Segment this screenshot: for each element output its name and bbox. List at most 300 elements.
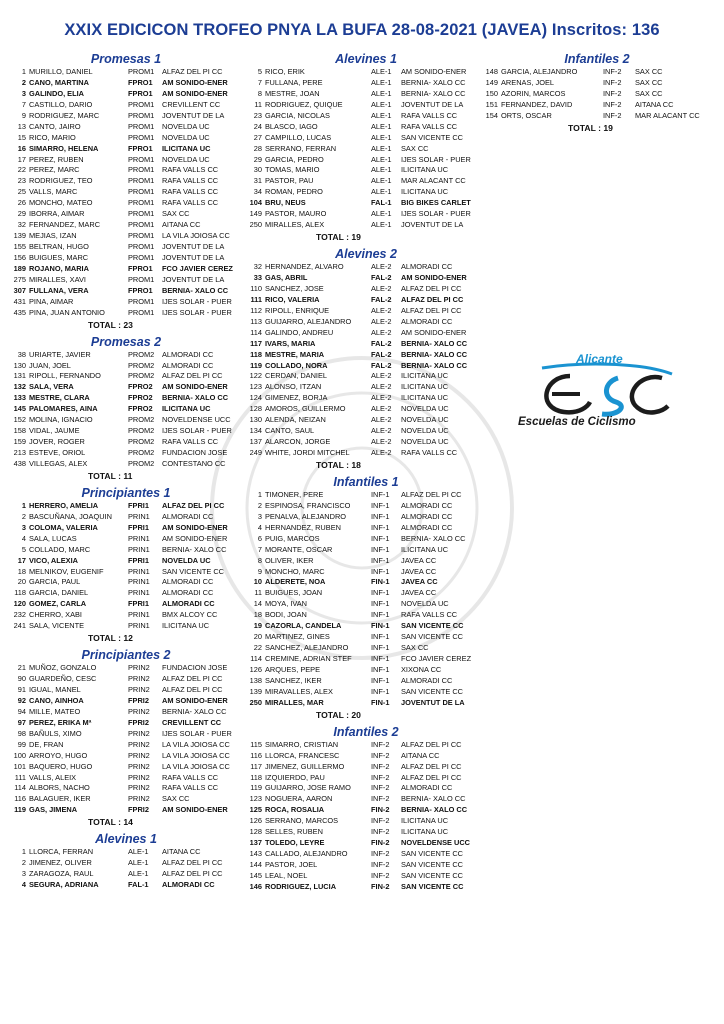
rider-row — [10, 198, 242, 209]
rider-number: 22 — [17, 165, 26, 175]
rider-name: MIRAVALLES, ALEX — [265, 686, 333, 696]
rider-name: TOLEDO, LEYRE — [265, 838, 325, 848]
rider-number: 29 — [17, 209, 26, 219]
category-code: ALE-2 — [371, 283, 392, 293]
category-code: ALE-1 — [371, 88, 392, 98]
category-total: TOTAL : 19 — [316, 232, 361, 243]
rider-name: MONCHO, MARC — [265, 566, 325, 576]
rider-name: SALA, VICENTE — [29, 621, 85, 631]
category-code: PROM2 — [128, 458, 155, 468]
rider-name: CANO, AINHOA — [29, 695, 84, 705]
club-name: ALFAZ DEL PI CC — [162, 869, 223, 879]
rider-number: 111 — [250, 294, 262, 304]
category-code: ALE-2 — [371, 404, 392, 414]
rider-name: GAS, JIMENA — [29, 805, 78, 815]
rider-number: 92 — [17, 695, 26, 705]
category-code: FAL-1 — [371, 198, 392, 208]
club-name: SAX CC — [162, 794, 190, 804]
club-name: AITANA CC — [162, 220, 201, 230]
rider-name: HERNANDEZ, ALVARO — [265, 262, 344, 272]
category-code: PRIN2 — [128, 772, 150, 782]
rider-name: GARCIA, DANIEL — [29, 588, 89, 598]
rider-number: 139 — [249, 686, 262, 696]
category-code: PRIN1 — [128, 511, 150, 521]
club-name: JOVENTUT DE LA — [162, 110, 225, 120]
rider-number: 275 — [13, 274, 26, 284]
rider-row — [482, 67, 712, 78]
rider-number: 145 — [13, 404, 26, 414]
rider-name: JUAN, JOEL — [29, 360, 71, 370]
rider-number: 26 — [17, 198, 26, 208]
rider-name: LLORCA, FRANCESC — [265, 750, 340, 760]
club-name: IJES SOLAR - PUER — [162, 728, 232, 738]
category-code: FPRO1 — [128, 88, 153, 98]
rider-row — [10, 122, 242, 133]
club-name: ILICITANA UC — [401, 371, 449, 381]
club-name: RAFA VALLS CC — [162, 165, 219, 175]
rider-name: RODRIGUEZ, MARC — [29, 110, 100, 120]
category-code: FPRI1 — [128, 555, 149, 565]
rider-number: 4 — [21, 880, 26, 890]
category-code: INF-1 — [371, 599, 390, 609]
rider-row — [10, 286, 242, 297]
rider-number: 11 — [254, 99, 262, 109]
rider-name: TOMAS, MARIO — [265, 165, 320, 175]
category-code: FIN-2 — [371, 881, 390, 891]
rider-number: 3 — [257, 511, 262, 521]
category-code: ALE-1 — [371, 99, 392, 109]
rider-number: 20 — [253, 632, 262, 642]
category-section — [10, 832, 242, 891]
rider-row — [246, 295, 486, 306]
club-name: AM SONIDO-ENER — [401, 67, 467, 76]
club-name: SAX CC — [635, 88, 663, 98]
rider-name: MUÑOZ, GONZALO — [29, 663, 97, 673]
rider-number: 3 — [21, 522, 26, 532]
rider-row — [246, 794, 486, 805]
club-name: SAN VICENTE CC — [162, 566, 225, 576]
rider-name: CREMINE, ADRIAN STEF — [265, 654, 352, 663]
club-name: ALMORADI CC — [162, 599, 215, 609]
rider-name: GALINDO, ELIA — [29, 88, 85, 98]
category-code: PROM2 — [128, 448, 155, 457]
rider-name: VILLEGAS, ALEX — [29, 458, 88, 468]
club-name: SAX CC — [401, 643, 429, 653]
category-code: INF-2 — [371, 827, 390, 837]
club-name: LA VILA JOIOSA CC — [162, 739, 230, 749]
category-total: TOTAL : 20 — [316, 709, 361, 720]
club-name: NOVELDA UC — [162, 555, 211, 565]
rider-number: 99 — [17, 739, 26, 749]
rider-name: ALBORS, NACHO — [29, 783, 90, 793]
category-total: TOTAL : 23 — [88, 319, 133, 330]
rider-name: PASTOR, JOEL — [265, 860, 318, 869]
rider-row — [246, 849, 486, 860]
rider-number: 117 — [250, 761, 262, 771]
rider-row — [482, 89, 712, 100]
rider-name: BUIGUES, JOAN — [265, 588, 323, 598]
rider-row — [10, 783, 242, 794]
rider-row — [246, 209, 486, 220]
category-section — [482, 52, 712, 137]
rider-row — [10, 220, 242, 231]
rider-name: GARCIA, PEDRO — [265, 154, 324, 164]
club-name: JOVENTUT DE LA — [162, 242, 225, 251]
rider-row — [482, 100, 712, 111]
club-name: ALFAZ DEL PI CC — [401, 761, 462, 771]
rider-number: 23 — [17, 176, 26, 186]
rider-number: 112 — [250, 305, 262, 315]
category-code: FPRI2 — [128, 717, 149, 727]
rider-number: 143 — [249, 849, 262, 859]
rider-number: 149 — [249, 209, 262, 219]
rider-number: 130 — [13, 360, 26, 370]
club-name: JOVENTUT DE LA — [162, 274, 225, 284]
rider-number: 146 — [249, 881, 262, 891]
rider-name: MORANTE, OSCAR — [265, 544, 333, 554]
rider-name: FULLANA, PERE — [265, 77, 323, 87]
club-name: ILICITANA UC — [401, 393, 449, 403]
category-code: FPRI1 — [128, 522, 149, 532]
rider-name: VIDAL, JAUME — [29, 426, 80, 436]
rider-name: BODI, JOAN — [265, 610, 307, 620]
rider-row — [246, 871, 486, 882]
club-name: BERNIA- XALO CC — [401, 533, 466, 543]
club-name: JAVEA CC — [401, 588, 437, 598]
rider-name: ARQUES, PEPE — [265, 664, 321, 674]
club-name: AITANA CC — [401, 750, 440, 760]
club-name: FUNDACION JOSE — [162, 663, 228, 673]
club-name: NOVELDA UC — [162, 132, 210, 142]
club-name: JOVENTUT DE LA — [401, 697, 465, 707]
rider-row — [246, 838, 486, 849]
category-title: Principiantes 1 — [81, 485, 171, 500]
category-code: ALE-1 — [128, 858, 149, 868]
rider-name: IGUAL, MANEL — [29, 685, 81, 694]
category-code: INF-1 — [371, 489, 390, 499]
category-code: INF-1 — [371, 686, 390, 696]
rider-name: COLLADO, NORA — [265, 360, 328, 370]
rider-name: ALENDA, NEIZAN — [265, 415, 326, 425]
club-name: BERNIA- XALO CC — [401, 77, 466, 87]
rider-row — [10, 111, 242, 122]
rider-number: 250 — [249, 220, 262, 230]
club-name: ALFAZ DEL PI CC — [401, 305, 462, 315]
category-code: PRIN2 — [128, 663, 150, 673]
rider-number: 19 — [253, 621, 262, 631]
club-name: SAN VICENTE CC — [401, 881, 464, 891]
rider-number: 116 — [14, 794, 26, 804]
club-name: RAFA VALLS CC — [162, 187, 219, 197]
category-section — [246, 52, 486, 246]
category-code: INF-2 — [603, 88, 622, 98]
rider-name: ARENAS, JOEL — [501, 77, 554, 87]
rider-name: MIRALLES, ALEX — [265, 220, 325, 230]
club-name: BERNIA- XALO CC — [401, 794, 466, 804]
rider-number: 154 — [485, 110, 498, 120]
category-total: TOTAL : 12 — [88, 633, 133, 644]
rider-name: ESTEVE, ORIOL — [29, 448, 86, 457]
club-name: ALMORADI CC — [401, 511, 453, 521]
rider-name: HERNANDEZ, RUBEN — [265, 522, 341, 532]
club-name: ILICITANA UC — [162, 143, 211, 153]
club-name: JAVEA CC — [401, 555, 437, 565]
rider-row — [246, 783, 486, 794]
category-code: PRIN1 — [128, 610, 150, 620]
category-code: FPRI1 — [128, 500, 149, 510]
rider-number: 29 — [253, 154, 262, 164]
rider-name: BELTRAN, HUGO — [29, 242, 89, 251]
rider-name: FERNANDEZ, DAVID — [501, 99, 573, 109]
rider-number: 5 — [257, 67, 262, 76]
rider-name: ROJANO, MARIA — [29, 263, 89, 273]
rider-name: NOGUERA, AARON — [265, 794, 333, 804]
club-name: ALMORADI CC — [401, 262, 453, 272]
category-code: FPRO1 — [128, 77, 153, 87]
rider-name: AZORIN, MARCOS — [501, 88, 566, 98]
rider-name: PENALVA, ALEJANDRO — [265, 511, 347, 521]
rider-row — [10, 773, 242, 784]
rider-number: 116 — [250, 750, 262, 760]
rider-name: FULLANA, VERA — [29, 285, 89, 295]
rider-number: 123 — [249, 382, 262, 392]
club-name: NOVELDENSE UCC — [162, 415, 231, 425]
category-code: INF-2 — [603, 67, 622, 76]
rider-row — [10, 847, 242, 858]
category-code: PROM1 — [128, 110, 155, 120]
rider-number: 132 — [13, 382, 26, 392]
rider-name: GAS, ABRIL — [265, 273, 308, 282]
category-code: INF-2 — [371, 860, 390, 869]
category-code: INF-1 — [371, 566, 390, 576]
rider-name: RODRIGUEZ, LUCIA — [265, 881, 337, 891]
rider-number: 2 — [21, 858, 26, 868]
logo-brand-text: Escuelas de Ciclismo — [518, 416, 636, 428]
rider-name: JIMENEZ, GUILLERMO — [265, 761, 345, 771]
rider-name: GOMEZ, CARLA — [29, 599, 87, 609]
club-name: FCO JAVIER CEREZ — [162, 263, 233, 273]
rider-number: 125 — [249, 805, 262, 815]
rider-name: MIRALLES, XAVI — [29, 274, 86, 284]
rider-number: 115 — [250, 739, 262, 749]
rider-name: GUARDEÑO, CESC — [29, 674, 97, 684]
rider-number: 139 — [13, 231, 26, 241]
club-name: SAN VICENTE CC — [401, 132, 464, 142]
rider-name: AMOROS, GUILLERMO — [265, 404, 346, 414]
category-code: PROM2 — [128, 437, 155, 447]
rider-number: 14 — [253, 599, 262, 609]
rider-name: MONCHO, MATEO — [29, 198, 93, 208]
category-code: ALE-2 — [371, 393, 392, 403]
category-code: PROM1 — [128, 154, 155, 164]
rider-row — [10, 707, 242, 718]
rider-name: LLORCA, FERRAN — [29, 847, 94, 857]
rider-number: 123 — [249, 794, 262, 804]
rider-number: 241 — [13, 621, 26, 631]
rider-name: MIRALLES, MAR — [265, 697, 324, 707]
club-name: AM SONIDO-ENER — [162, 77, 228, 87]
club-name: AM SONIDO-ENER — [162, 382, 228, 392]
club-name: SAX CC — [635, 67, 663, 76]
category-code: PROM1 — [128, 307, 155, 317]
rider-name: ARROYO, HUGO — [29, 750, 88, 760]
rider-number: 98 — [17, 728, 26, 738]
category-code: FPRI1 — [128, 599, 149, 609]
category-title: Alevines 1 — [95, 832, 157, 847]
club-name: BERNIA- XALO CC — [401, 349, 468, 359]
rider-name: VALLS, MARC — [29, 187, 78, 197]
rider-name: ZARAGOZA, RAUL — [29, 869, 94, 879]
club-name: CREVILLENT CC — [162, 717, 222, 727]
rider-name: SALA, LUCAS — [29, 533, 77, 543]
category-code: PRIN1 — [128, 544, 150, 554]
rider-name: BLASCO, IAGO — [265, 121, 318, 131]
rider-row — [246, 687, 486, 698]
rider-name: COLOMA, VALERIA — [29, 522, 98, 532]
rider-number: 20 — [17, 577, 26, 587]
rider-number: 110 — [250, 283, 262, 293]
category-code: PRIN2 — [128, 685, 150, 694]
rider-row — [10, 805, 242, 816]
category-code: FPRO1 — [128, 263, 153, 273]
rider-number: 213 — [13, 448, 26, 457]
category-code: INF-1 — [371, 555, 390, 565]
rider-name: JOVER, ROGER — [29, 437, 85, 447]
rider-name: PEREZ, MARC — [29, 165, 80, 175]
category-section — [246, 725, 486, 893]
rider-number: 9 — [21, 110, 26, 120]
rider-name: WHITE, JORDI MITCHEL — [265, 448, 350, 457]
category-code: FIN-1 — [371, 621, 390, 631]
rider-name: FERNANDEZ, MARC — [29, 220, 101, 230]
rider-number: 7 — [257, 544, 262, 554]
rider-row — [246, 827, 486, 838]
category-title: Promesas 1 — [90, 52, 162, 66]
rider-name: IZQUIERDO, PAU — [265, 772, 325, 782]
rider-number: 128 — [249, 404, 262, 414]
category-code: INF-2 — [371, 783, 390, 793]
rider-name: MILLE, MATEO — [29, 706, 81, 716]
rider-name: SEGURA, ADRIANA — [29, 880, 99, 890]
category-code: FAL-2 — [371, 294, 392, 304]
rider-number: 9 — [257, 566, 262, 576]
rider-name: BUIGUES, MARC — [29, 252, 89, 262]
category-code: PRIN1 — [128, 566, 150, 576]
rider-row — [246, 122, 486, 133]
rider-name: SANCHEZ, IKER — [265, 675, 322, 685]
rider-name: ALONSO, ITZAN — [265, 382, 322, 392]
rider-row — [482, 78, 712, 89]
club-name: AM SONIDO-ENER — [162, 88, 228, 98]
rider-number: 38 — [17, 349, 26, 359]
club-name: IJES SOLAR - PUER — [162, 426, 232, 436]
rider-name: PINA, AIMAR — [29, 296, 74, 306]
rider-name: MOLINA, IGNACIO — [29, 415, 93, 425]
club-name: SAN VICENTE CC — [401, 686, 464, 696]
rider-number: 4 — [21, 533, 26, 543]
rider-name: MOYA, IVAN — [265, 599, 308, 609]
category-code: PRIN2 — [128, 783, 150, 793]
club-name: ALFAZ DEL PI CC — [401, 489, 462, 499]
club-name: RAFA VALLS CC — [401, 110, 458, 120]
rider-name: MESTRE, JOAN — [265, 88, 320, 98]
esc-logo-icon — [522, 362, 692, 420]
rider-row — [246, 284, 486, 295]
rider-name: JIMENEZ, OLIVER — [29, 858, 92, 868]
rider-name: MURILLO, DANIEL — [29, 67, 93, 76]
club-name: RAFA VALLS CC — [162, 176, 219, 186]
rider-number: 1 — [21, 847, 26, 857]
club-name: SAN VICENTE CC — [401, 849, 464, 859]
rider-row — [10, 275, 242, 286]
rider-row — [10, 297, 242, 308]
category-code: PROM1 — [128, 252, 155, 262]
club-name: BERNIA- XALO CC — [162, 544, 227, 554]
rider-name: SERRANO, MARCOS — [265, 816, 339, 826]
category-code: ALE-1 — [371, 176, 392, 186]
rider-name: IBORRA, AIMAR — [29, 209, 85, 219]
club-name: ALFAZ DEL PI CC — [162, 371, 223, 381]
category-code: INF-2 — [371, 849, 390, 859]
rider-row — [246, 198, 486, 209]
rider-row — [246, 144, 486, 155]
category-code: ALE-1 — [371, 143, 392, 153]
rider-row — [246, 882, 486, 893]
rider-number: 189 — [13, 263, 26, 273]
club-name: ALFAZ DEL PI CC — [162, 685, 223, 694]
rider-name: PEREZ, RUBEN — [29, 154, 84, 164]
rider-row — [10, 729, 242, 740]
rider-number: 134 — [249, 426, 262, 436]
rider-number: 17 — [17, 154, 26, 164]
rider-number: 1 — [257, 489, 262, 499]
club-name: ILICITANA UC — [162, 404, 211, 414]
category-code: PROM2 — [128, 426, 155, 436]
rider-name: PUIG, MARCOS — [265, 533, 320, 543]
rider-number: 15 — [17, 132, 26, 142]
rider-number: 435 — [13, 307, 26, 317]
category-code: FPRO1 — [128, 285, 153, 295]
category-code: INF-1 — [371, 632, 390, 642]
rider-number: 7 — [257, 77, 262, 87]
rider-row — [10, 165, 242, 176]
rider-name: MARTINEZ, GINES — [265, 632, 330, 642]
club-name: ALMORADI CC — [401, 316, 453, 326]
rider-row — [246, 220, 486, 231]
club-name: AM SONIDO-ENER — [162, 805, 228, 815]
category-code: INF-2 — [371, 870, 390, 880]
club-name: AM SONIDO-ENER — [162, 533, 228, 543]
category-code: PRIN2 — [128, 750, 150, 760]
rider-row — [246, 762, 486, 773]
category-code: FPRI2 — [128, 695, 149, 705]
category-code: INF-2 — [603, 110, 622, 120]
rider-row — [10, 762, 242, 773]
category-total: TOTAL : 18 — [316, 459, 361, 470]
rider-name: MEJIAS, IZAN — [29, 231, 77, 241]
rider-number: 33 — [253, 273, 262, 282]
club-name: RAFA VALLS CC — [162, 198, 219, 208]
category-code: INF-1 — [371, 544, 390, 554]
club-name: ALMORADI CC — [401, 500, 453, 510]
category-code: ALE-2 — [371, 262, 392, 272]
category-code: ALE-2 — [371, 448, 392, 457]
rider-name: SIMARRO, HELENA — [29, 143, 99, 153]
rider-row — [246, 805, 486, 816]
club-name: BERNIA- XALO CC — [162, 393, 229, 403]
club-name: NOVELDA UC — [162, 121, 210, 131]
rider-name: SANCHEZ, JOSE — [265, 283, 324, 293]
